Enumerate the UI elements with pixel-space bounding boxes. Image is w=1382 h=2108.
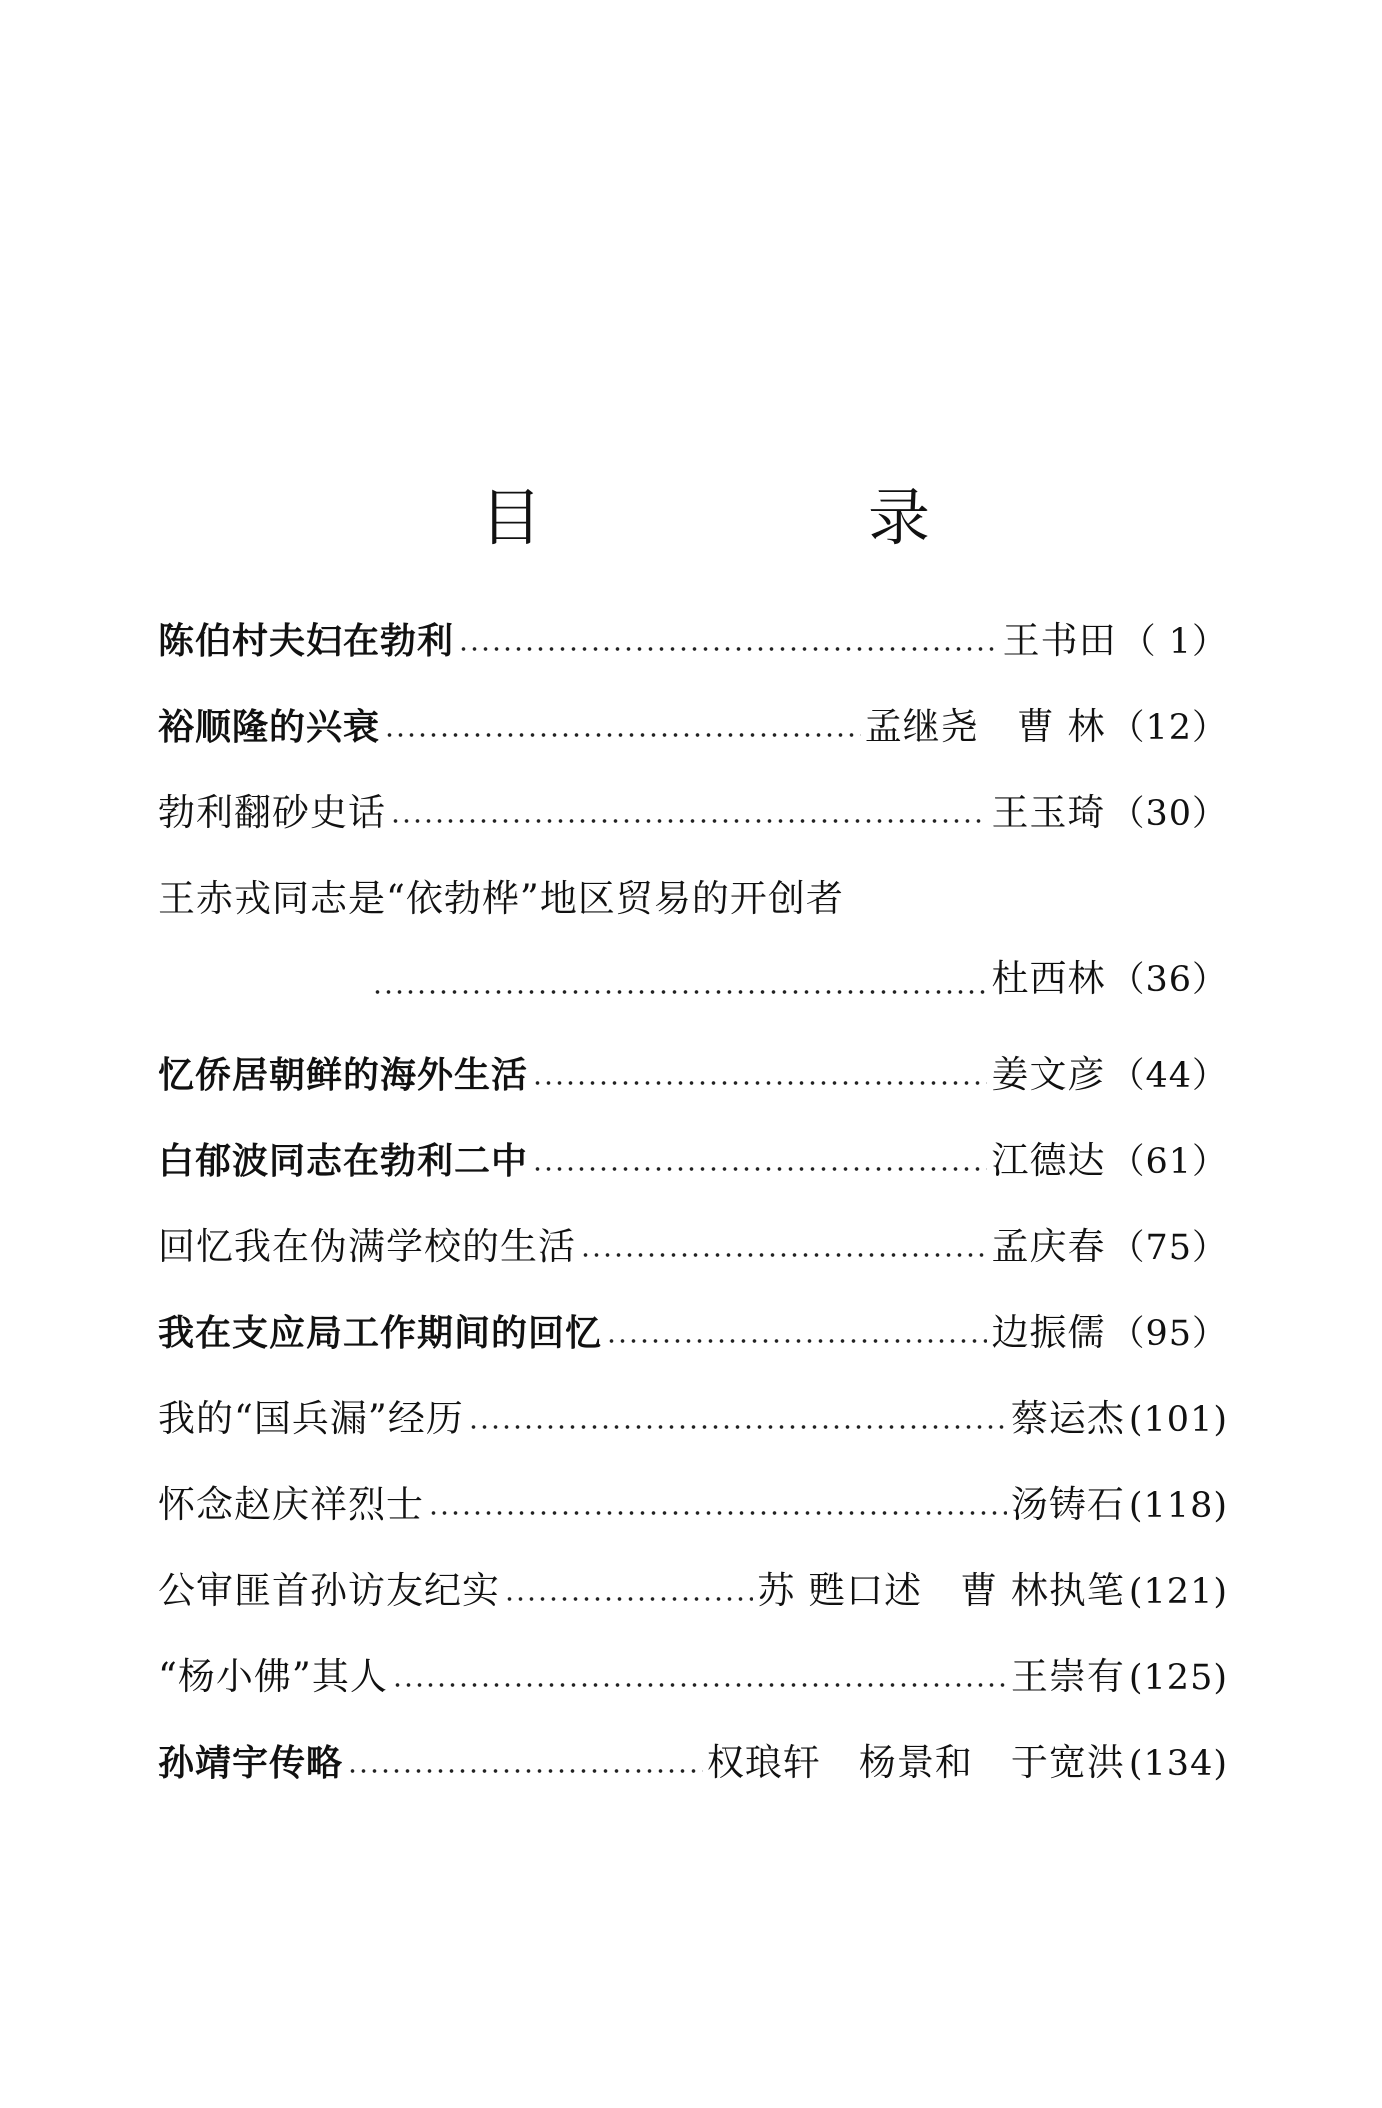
toc-entry-page: (121) [1128,1572,1228,1612]
table-of-contents [158,598,1228,1806]
toc-entry-page: （44） [1109,1056,1228,1096]
toc-entry-title: 回忆我在伪满学校的生活 [158,1225,576,1268]
toc-entry-author: 王书田 [1002,619,1117,662]
toc-entry[interactable] [158,1376,1228,1462]
dot-leader [468,1424,1007,1430]
toc-entry-author: 杨景和 [858,1741,973,1784]
dot-leader [392,1682,1007,1688]
toc-entry-author: 边振儒 [991,1311,1106,1354]
toc-entry-author: 杜西林 [991,957,1106,1000]
toc-entry-authors [1003,598,1117,684]
toc-entry-page: (134) [1128,1744,1228,1784]
dot-leader [390,818,987,824]
toc-entry-authors [991,1118,1105,1204]
toc-entry[interactable] [158,1290,1228,1376]
toc-entry-title: 裕顺隆的兴衰 [158,707,381,748]
toc-entry-author: 孟庆春 [991,1225,1106,1268]
toc-entry-author: 汤铸石 [1010,1483,1125,1526]
toc-entry[interactable] [158,1462,1228,1548]
toc-entry[interactable] [158,598,1228,684]
dot-leader [504,1596,753,1602]
toc-entry-authors [991,770,1105,856]
dot-leader [532,1166,987,1172]
toc-entry-authors [1011,1462,1125,1548]
toc-entry-page: （75） [1109,1228,1228,1268]
toc-entry-author: 姜文彦 [991,1053,1106,1096]
toc-entry-title: 我在支应局工作期间的回忆 [158,1313,603,1354]
dot-leader [428,1510,1007,1516]
toc-entry-continuation[interactable] [158,936,1228,1032]
toc-entry-author: 于宽洪 [1010,1741,1125,1784]
toc-entry-title: 勃利翻砂史话 [158,791,386,834]
toc-entry-authors [991,1032,1105,1118]
toc-entry[interactable] [158,856,1228,936]
toc-entry-page: (101) [1128,1400,1228,1440]
toc-entry[interactable] [158,770,1228,856]
toc-entry-authors [707,1720,1125,1806]
toc-entry-page: （95） [1109,1314,1228,1354]
toc-entry[interactable] [158,1548,1228,1634]
toc-entry[interactable] [158,1720,1228,1806]
dot-leader [532,1080,987,1086]
toc-entry-author: 王崇有 [1010,1655,1125,1698]
toc-entry-title: 忆侨居朝鲜的海外生活 [158,1055,529,1096]
toc-entry-page: （12） [1109,708,1228,748]
toc-entry-page: (125) [1128,1658,1228,1698]
dot-leader [384,732,861,738]
toc-entry[interactable] [158,1118,1228,1204]
toc-entry-authors [991,1204,1105,1290]
toc-entry-title: 孙靖宇传略 [158,1743,344,1784]
toc-entry-page: （61） [1109,1142,1228,1182]
toc-entry-title: 王赤戎同志是“依勃桦”地区贸易的开创者 [158,877,844,920]
toc-entry-title: 我的“国兵漏”经历 [158,1397,464,1440]
toc-entry[interactable] [158,1634,1228,1720]
toc-entry-page: （36） [1109,960,1228,1000]
toc-entry-authors [1011,1376,1125,1462]
toc-entry-title: “杨小佛”其人 [158,1655,388,1698]
dot-leader [458,646,999,652]
toc-entry-author: 孟继尧 [864,705,979,748]
toc-entry-author: 曹 林 [1016,705,1106,748]
title-char-1: 目 [480,481,543,554]
toc-entry-page: (118) [1128,1486,1228,1526]
toc-entry-author: 王玉琦 [991,791,1106,834]
toc-entry-title: 怀念赵庆祥烈士 [158,1483,424,1526]
dot-leader [347,1768,703,1774]
toc-entry-title: 公审匪首孙访友纪实 [158,1569,500,1612]
toc-entry-page: （ 1） [1120,622,1228,662]
toc-entry-title: 陈伯村夫妇在勃利 [158,621,455,662]
toc-entry[interactable] [158,1204,1228,1290]
toc-entry-author: 苏 甦口述 [757,1569,923,1612]
toc-entry-author: 权琅轩 [706,1741,821,1784]
dot-leader [580,1252,987,1258]
page-title [0,478,1382,558]
toc-entry-author: 曹 林执笔 [960,1569,1125,1612]
toc-entry-authors [991,936,1105,1022]
toc-entry-authors [991,1290,1105,1376]
dot-leader [606,1338,987,1344]
toc-entry-title: 白郁波同志在勃利二中 [158,1141,529,1182]
toc-entry[interactable] [158,1032,1228,1118]
toc-entry[interactable] [158,684,1228,770]
toc-entry-authors [865,684,1106,770]
toc-entry-authors [757,1548,1125,1634]
toc-entry-authors [1011,1634,1125,1720]
toc-entry-author: 蔡运杰 [1010,1397,1125,1440]
title-char-2: 录 [868,481,931,554]
toc-entry-author: 江德达 [991,1139,1106,1182]
dot-leader [372,989,987,995]
toc-entry-page: （30） [1109,794,1228,834]
